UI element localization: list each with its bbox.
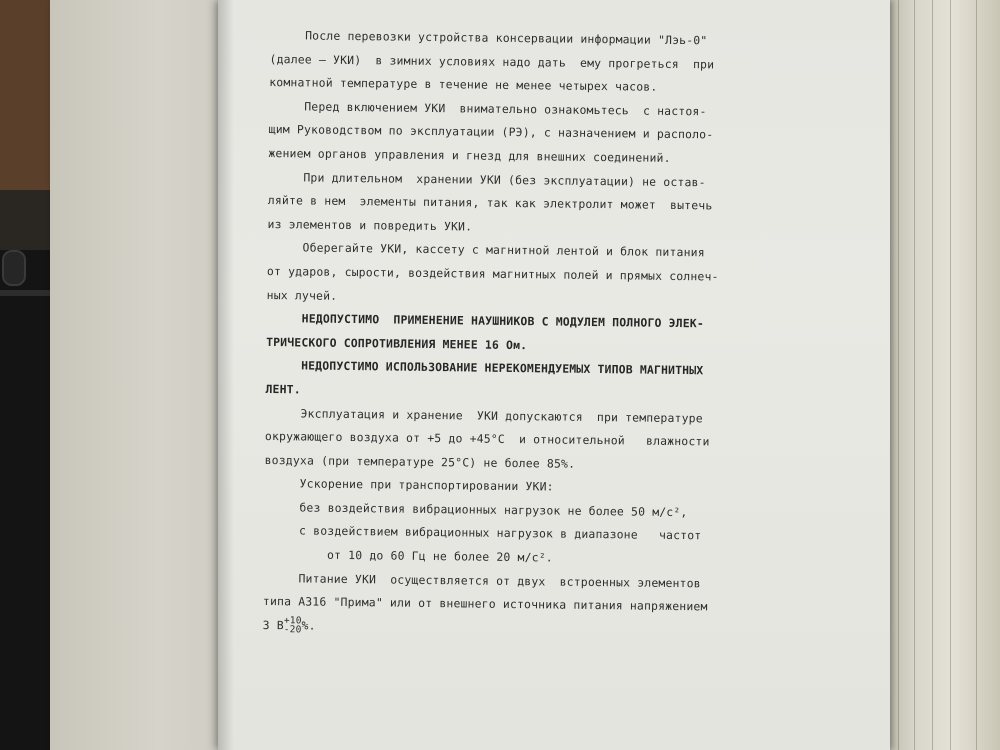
text-line: типа А316 "Прима" или от внешнего источника питания напряжением xyxy=(262,594,708,614)
text-line: Оберегайте УКИ, кассету с магнитной лентой и блок питания xyxy=(267,240,705,260)
text-line: с воздействием вибрационных нагрузок в диапазоне частот xyxy=(263,523,702,543)
text-line: (далее — УКИ) в зимних условиях надо дать ему прогреться при xyxy=(269,51,715,72)
text-line: без воздействия вибрационных нагрузок не более 50 м/с², xyxy=(264,499,688,520)
device-knob xyxy=(2,250,26,286)
text-line: жением органов управления и гнезд для внешних соединений. xyxy=(268,145,671,165)
page-fold-shadow xyxy=(218,0,234,750)
text-line: из элементов и повредить УКИ. xyxy=(267,216,473,234)
warning-line: НЕДОПУСТИМО ПРИМЕНЕНИЕ НАУШНИКОВ С МОДУЛЕМ ПОЛНОГО ЭЛЕК- xyxy=(266,311,705,331)
page-text xyxy=(263,24,790,644)
text-line: Ускорение при транспортировании УКИ: xyxy=(264,476,554,494)
text-line: После перевозки устройства консервации информации "Лэь-0" xyxy=(269,27,708,48)
text-line: ляйте в нем элементы питания, так как электролит может вытечь xyxy=(267,193,713,213)
text-line: комнатной температуре в течение не менее четырех часов. xyxy=(269,75,658,94)
text-line: от ударов, сырости, воздействия магнитных полей и прямых солнеч- xyxy=(266,263,719,284)
warning-line: НЕДОПУСТИМО ИСПОЛЬЗОВАНИЕ НЕРЕКОМЕНДУЕМЫХ ТИПОВ МАГНИТНЫХ xyxy=(265,358,704,378)
voltage-value: 3 В xyxy=(262,617,284,633)
warning-line: ТРИЧЕСКОГО СОПРОТИВЛЕНИЯ МЕНЕЕ 16 Ом. xyxy=(266,334,528,352)
paper-stack xyxy=(880,0,1000,750)
text-line: окружающего воздуха от +5 до +45°С и относительной влажности xyxy=(264,429,710,449)
text-line: При длительном хранении УКИ (без эксплуатации) не остав- xyxy=(268,169,706,189)
underlying-page xyxy=(50,0,230,750)
text-line: Питание УКИ осуществляется от двух встроенных элементов xyxy=(263,570,701,590)
tolerance-unit: %. xyxy=(301,618,316,633)
text-line: Перед включением УКИ внимательно ознакомьтесь с настоя- xyxy=(268,98,707,119)
text-line: от 10 до 60 Гц не более 20 м/с². xyxy=(263,547,553,565)
tolerance-minus: -20 xyxy=(283,624,302,636)
text-line: Эксплуатация и хранение УКИ допускаются при температуре xyxy=(265,405,703,425)
text-line: ных лучей. xyxy=(266,287,338,303)
warning-line: ЛЕНТ. xyxy=(265,381,301,397)
text-line: щим Руководством по эксплуатации (РЭ), с назначением и располо- xyxy=(268,122,714,142)
voltage-tolerance xyxy=(284,617,302,635)
tolerance-plus: +10 xyxy=(283,615,302,627)
text-line: воздуха (при температуре 25°С) не более 85%. xyxy=(264,452,576,471)
